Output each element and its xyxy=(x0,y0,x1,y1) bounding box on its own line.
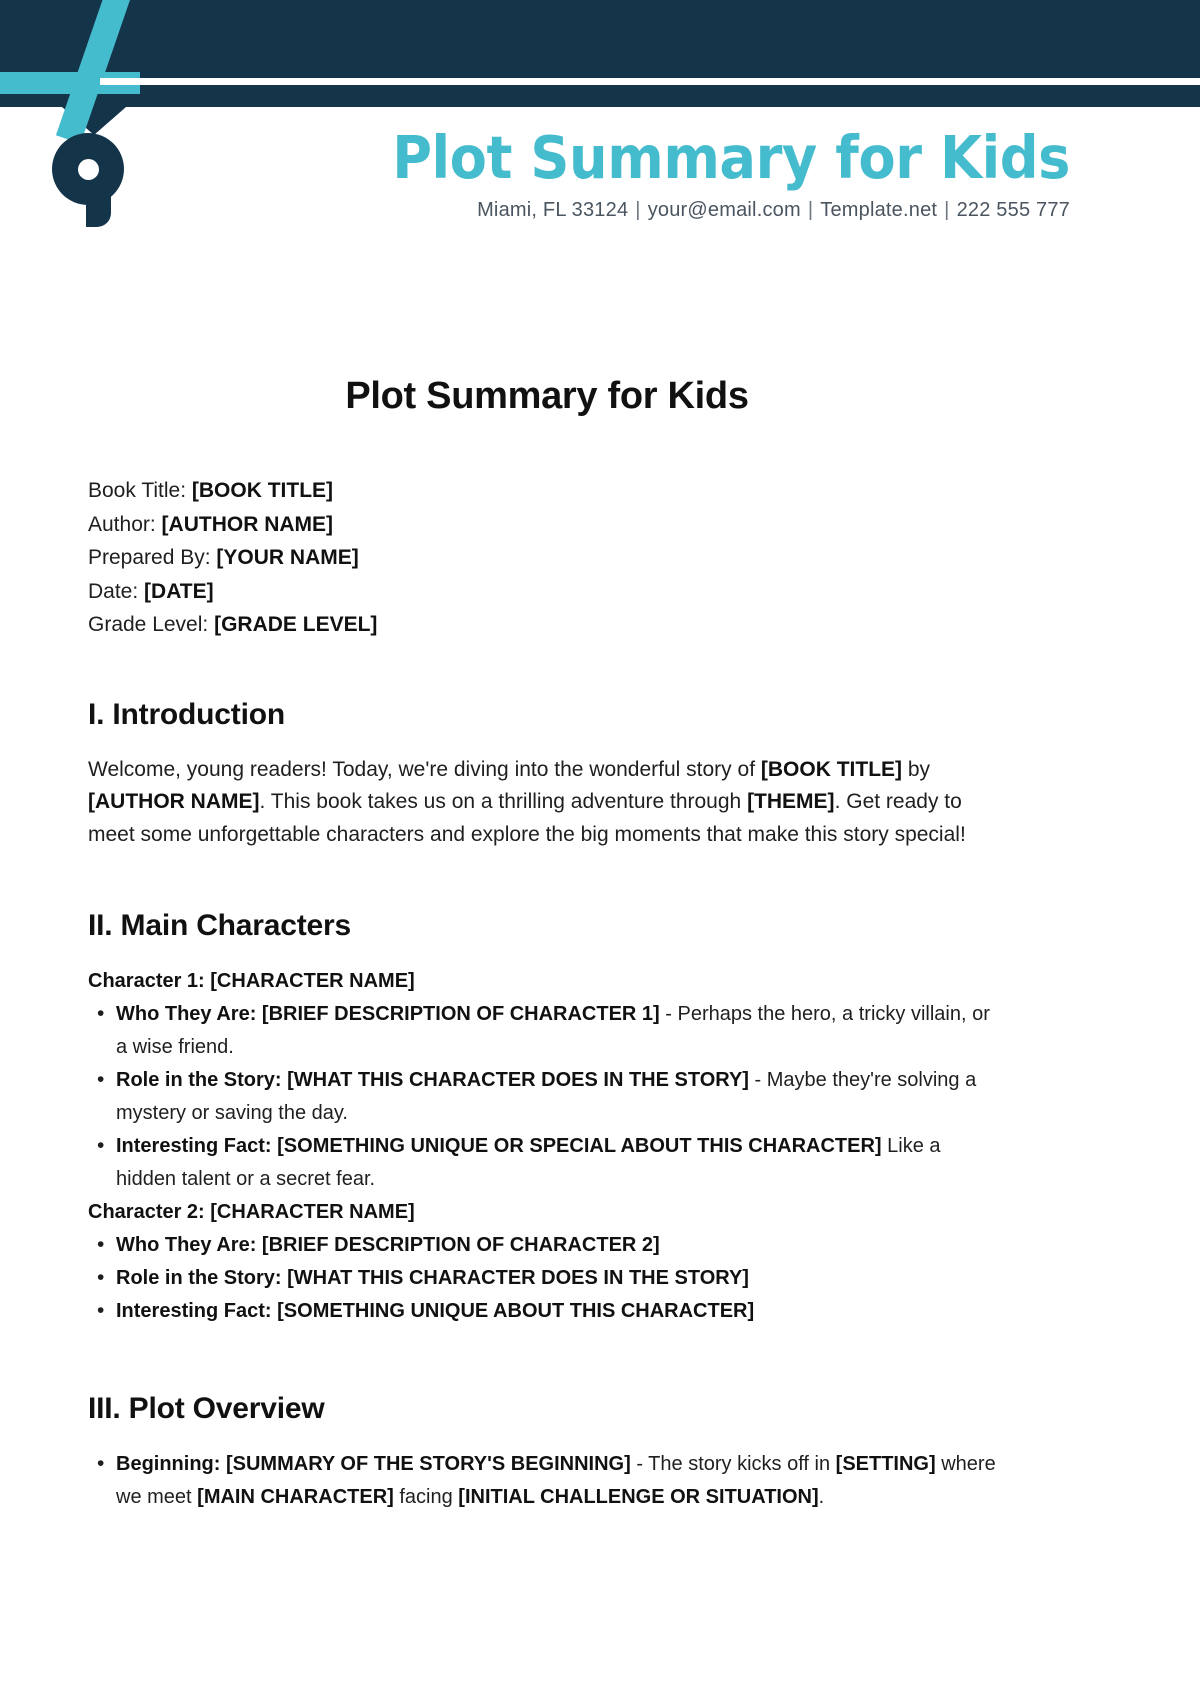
contact-website[interactable]: Template.net xyxy=(820,199,938,221)
placeholder-token: [AUTHOR NAME] xyxy=(88,790,260,813)
contact-separator-2: | xyxy=(807,199,814,221)
logo-tail-shape xyxy=(86,183,111,227)
metadata-block xyxy=(88,474,1006,642)
header-navy-band xyxy=(0,0,1200,78)
character-name-line: Character 1: [CHARACTER NAME] xyxy=(88,970,415,992)
character-bullet-list xyxy=(88,998,1006,1196)
metadata-row xyxy=(88,474,1006,508)
placeholder-token: [BOOK TITLE] xyxy=(760,757,903,781)
contact-email[interactable]: your@email.com xyxy=(647,199,801,221)
metadata-row xyxy=(88,508,1006,542)
metadata-row xyxy=(88,575,1006,609)
metadata-label: Grade Level: xyxy=(88,613,215,636)
placeholder-token: [INITIAL CHALLENGE OR SITUATION] xyxy=(458,1486,819,1508)
body-text-run: . xyxy=(818,1486,825,1508)
placeholder-token: Beginning: [SUMMARY OF THE STORY'S BEGINNING] xyxy=(116,1453,631,1475)
introduction-paragraph xyxy=(88,754,1006,852)
document-body xyxy=(88,375,1006,1514)
header-gap-mask xyxy=(100,78,1200,85)
body-text-run: Like a hidden talent or a secret fear. xyxy=(116,1135,941,1190)
list-item xyxy=(88,1448,1006,1514)
section-heading-introduction: I. Introduction xyxy=(88,697,285,731)
metadata-label: Book Title: xyxy=(88,479,192,502)
metadata-value: [GRADE LEVEL] xyxy=(214,613,378,636)
contact-phone: 222 555 777 xyxy=(956,199,1070,221)
metadata-value: [DATE] xyxy=(144,579,214,603)
metadata-label: Author: xyxy=(88,512,162,536)
placeholder-token: Role in the Story: [WHAT THIS CHARACTER DOES IN THE STORY] xyxy=(116,1069,749,1091)
contact-line xyxy=(150,199,1070,222)
placeholder-token: [SETTING] xyxy=(835,1453,936,1475)
list-item xyxy=(88,998,1006,1064)
body-text-run: . Get ready to meet some unforgettable characters and explore the big moments that make this story special! xyxy=(88,790,966,846)
body-text-run: . This book takes us on a thrilling adventure through xyxy=(259,790,748,813)
placeholder-token: Who They Are: [BRIEF DESCRIPTION OF CHARACTER 2] xyxy=(116,1234,660,1256)
section-heading-main-characters: II. Main Characters xyxy=(88,909,351,942)
placeholder-token: Role in the Story: [WHAT THIS CHARACTER DOES IN THE STORY] xyxy=(116,1267,749,1289)
metadata-value: [BOOK TITLE] xyxy=(191,479,334,502)
placeholder-token: [THEME] xyxy=(747,790,835,813)
contact-separator-1: | xyxy=(635,199,641,221)
brand-block xyxy=(150,123,1071,222)
list-item xyxy=(88,1262,1006,1295)
placeholder-token: Interesting Fact: [SOMETHING UNIQUE OR SPECIAL ABOUT THIS CHARACTER] xyxy=(116,1135,882,1157)
metadata-label: Date: xyxy=(88,579,145,603)
metadata-value: [AUTHOR NAME] xyxy=(161,512,334,536)
character-name-line: Character 2: [CHARACTER NAME] xyxy=(88,1201,415,1223)
metadata-value: [YOUR NAME] xyxy=(216,546,359,569)
body-text-run: - Maybe they're solving a mystery or saving the day. xyxy=(116,1069,977,1124)
plot-overview-list xyxy=(88,1448,1006,1514)
page-header-band xyxy=(0,0,1200,110)
logo-center-hole xyxy=(78,159,99,180)
metadata-label: Prepared By: xyxy=(88,546,217,569)
metadata-row xyxy=(88,608,1006,642)
list-item xyxy=(88,1295,1006,1328)
section-heading-plot-overview: III. Plot Overview xyxy=(88,1392,325,1425)
character-bullet-list xyxy=(88,1229,1006,1328)
page-title: Plot Summary for Kids xyxy=(345,375,749,417)
list-item xyxy=(88,1229,1006,1262)
main-characters-content xyxy=(88,965,1006,1328)
placeholder-token: Interesting Fact: [SOMETHING UNIQUE ABOUT THIS CHARACTER] xyxy=(116,1300,755,1322)
placeholder-token: [MAIN CHARACTER] xyxy=(197,1486,394,1508)
body-text-run: facing xyxy=(393,1486,459,1508)
body-text-run: by xyxy=(902,757,931,781)
brand-title: Plot Summary for Kids xyxy=(392,123,1071,192)
nine-pin-logo-icon xyxy=(52,133,124,229)
body-text-run: - Perhaps the hero, a tricky villain, or a wise friend. xyxy=(116,1003,990,1058)
body-text-run: Welcome, young readers! Today, we're diving into the wonderful story of xyxy=(88,757,761,781)
body-text-run: - The story kicks off in xyxy=(630,1453,836,1475)
contact-separator-3: | xyxy=(944,199,950,221)
header-navy-underbar xyxy=(0,85,1200,107)
contact-address: Miami, FL 33124 xyxy=(477,199,629,221)
list-item xyxy=(88,1064,1006,1130)
body-text-run: where we meet xyxy=(116,1453,996,1508)
list-item xyxy=(88,1130,1006,1196)
placeholder-token: Who They Are: [BRIEF DESCRIPTION OF CHARACTER 1] xyxy=(116,1003,660,1025)
metadata-row xyxy=(88,541,1006,575)
